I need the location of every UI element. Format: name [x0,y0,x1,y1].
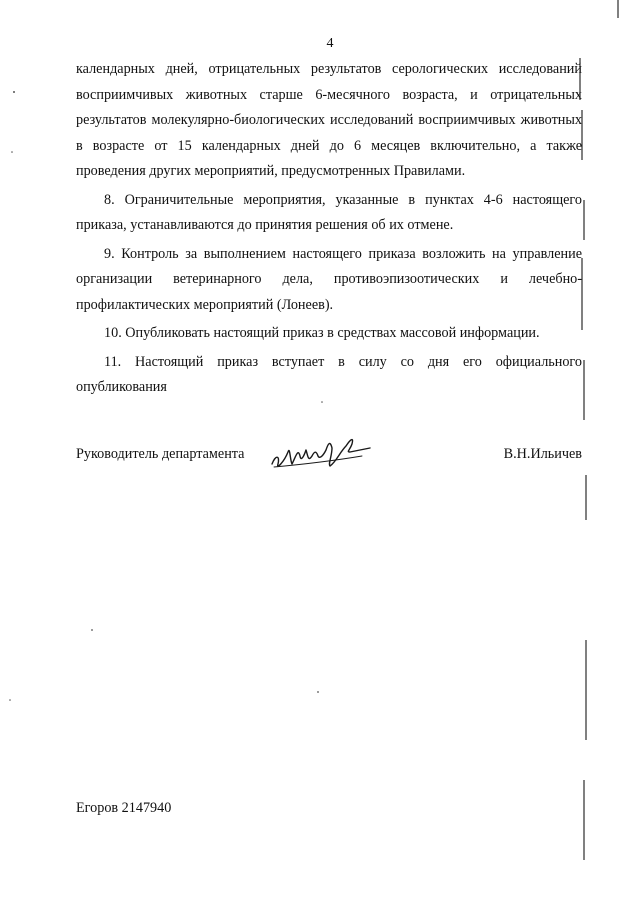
scan-speck [11,151,13,153]
paragraph-item-9: 9. Контроль за выполнением настоящего приказа возложить на управление организации ветеринарного дела, противоэпизоотических и лечебно-профилактических мероприятий (Лонеев). [76,245,582,313]
paragraph-continuation: календарных дней, отрицательных результатов серологических исследований восприимчивых животных старше 6-месячного возраста, и отрицательных результатов молекулярно-биологических исследований восприимчивых животных в возрасте от 15 календарных дней до 6 месяцев включительно, а также проведения других мероприятий, предусмотренных Правилами. [76,61,582,179]
executor-note: Егоров 2147940 [76,800,172,816]
scan-speck [9,699,11,701]
paragraph-item-8: 8. Ограничительные мероприятия, указанные в пунктах 4-6 настоящего приказа, устанавливаются до принятия решения об их отмене. [76,191,582,233]
signatory-name: В.Н.Ильичев [503,446,582,462]
scan-speck [321,401,323,403]
signature-block [76,446,582,476]
handwritten-signature [266,426,376,476]
scan-speck [13,91,15,93]
paragraph-item-11: 11. Настоящий приказ вступает в силу со дня его официального опубликования [76,353,582,395]
scan-speck [91,629,93,631]
signatory-title: Руководитель департамента [76,446,245,462]
page-number: 4 [326,36,334,51]
scan-speck [317,691,319,693]
paragraph-item-10: 10. Опубликовать настоящий приказ в средствах массовой информации. [104,325,540,341]
document-body [76,57,582,401]
